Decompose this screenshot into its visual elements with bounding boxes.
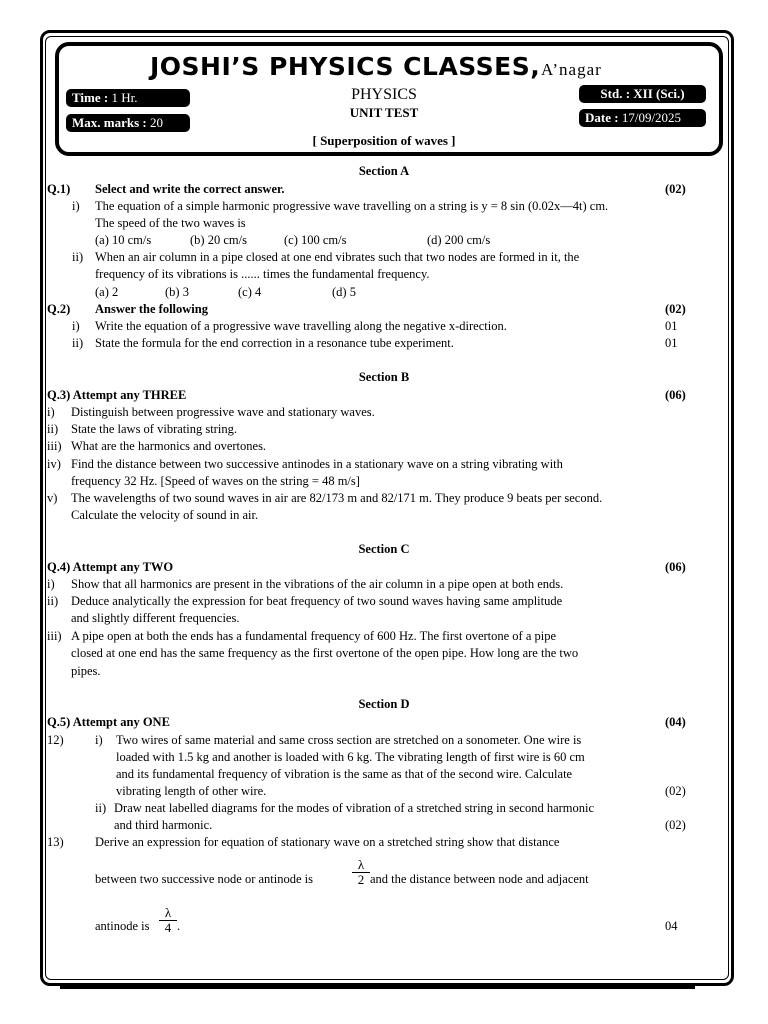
section-d-title: Section D <box>358 697 410 711</box>
fraction-denominator: 2 <box>352 872 370 887</box>
q12-i-line4: vibrating length of other wire. <box>116 784 267 798</box>
q1-ii-option-d: (d) 5 <box>332 285 356 299</box>
q12-i-marks: (02) <box>665 784 686 798</box>
q4-ii-line2: and slightly different frequencies. <box>71 611 240 625</box>
section-a-title: Section A <box>358 164 410 178</box>
section-c-title: Section C <box>358 542 410 556</box>
q3-iv-number: iv) <box>47 457 61 471</box>
q3-iii-number: iii) <box>47 439 62 453</box>
bottom-rule <box>60 984 695 989</box>
std-badge: Std. : XII (Sci.) <box>579 85 706 103</box>
q2-i-marks: 01 <box>665 319 678 333</box>
q13-number: 13) <box>47 835 64 849</box>
q12-ii-marks: (02) <box>665 818 686 832</box>
q4-ii-line1: Deduce analytically the expression for beat frequency of two sound waves having same amplitude <box>71 594 563 608</box>
q1-ii-option-c: (c) 4 <box>238 285 262 299</box>
date-value: 17/09/2025 <box>621 110 682 125</box>
q1-text: Select and write the correct answer. <box>95 182 285 196</box>
q4-heading: Q.4) Attempt any TWO <box>47 560 174 574</box>
q1-i-number: i) <box>72 199 80 213</box>
test-type: UNIT TEST <box>349 105 419 120</box>
q1-i-option-d: (d) 200 cm/s <box>427 233 491 247</box>
q1-ii-line1: When an air column in a pipe closed at one end vibrates such that two nodes are formed in it, the <box>95 250 580 264</box>
q2-number: Q.2) <box>47 302 71 316</box>
q4-marks: (06) <box>665 560 686 574</box>
q1-i-line1: The equation of a simple harmonic progressive wave travelling on a string is y = 8 sin (0.02x—4t) cm. <box>95 199 609 213</box>
institute-name: JOSHI’S PHYSICS CLASSES, <box>150 52 541 81</box>
q13-line2-start: between two successive node or antinode is <box>95 872 313 886</box>
q3-v-line2: Calculate the velocity of sound in air. <box>71 508 259 522</box>
q3-iv-line1: Find the distance between two successive antinodes in a stationary wave on a string vibrating with <box>71 457 563 471</box>
fraction-numerator: λ <box>357 857 365 872</box>
q13-line3-start: antinode is <box>95 919 150 933</box>
section-b-title: Section B <box>358 370 410 384</box>
q13-line2-end: and the distance between node and adjacent <box>370 872 589 886</box>
q2-i-number: i) <box>72 319 80 333</box>
q4-ii-number: ii) <box>47 594 59 608</box>
q2-marks: (02) <box>665 302 686 316</box>
q3-v-line1: The wavelengths of two sound waves in air are 82/173 m and 82/171 m. They produce 9 beats per second. <box>71 491 603 505</box>
q12-i-number: i) <box>95 733 103 747</box>
q4-iii-line2: closed at one end has the same frequency as the first overtone of the open pipe. How long are the two <box>71 646 579 660</box>
marks-value: 20 <box>150 115 163 130</box>
q12-i-line3: and its fundamental frequency of vibration is the same as that of the second wire. Calculate <box>116 767 573 781</box>
q12-i-line1: Two wires of same material and same cross section are stretched on a sonometer. One wire is <box>116 733 582 747</box>
q3-ii-number: ii) <box>47 422 59 436</box>
q4-i-number: i) <box>47 577 55 591</box>
q1-ii-option-b: (b) 3 <box>165 285 189 299</box>
q3-marks: (06) <box>665 388 686 402</box>
time-label: Time : <box>72 90 109 105</box>
q2-ii-number: ii) <box>72 336 84 350</box>
q12-i-line2: loaded with 1.5 kg and another is loaded with 6 kg. The vibrating length of first wire is 60 cm <box>116 750 585 764</box>
q1-i-option-b: (b) 20 cm/s <box>190 233 247 247</box>
date-label: Date : <box>585 110 619 125</box>
fraction-denominator: 4 <box>159 920 177 935</box>
q12-ii-line2: and third harmonic. <box>114 818 213 832</box>
q4-iii-line1: A pipe open at both the ends has a fundamental frequency of 600 Hz. The first overtone of a pipe <box>71 629 557 643</box>
fraction-lambda-2 <box>352 858 370 887</box>
q3-iv-line2: frequency 32 Hz. [Speed of waves on the string = 48 m/s] <box>71 474 360 488</box>
q1-ii-option-a: (a) 2 <box>95 285 119 299</box>
q2-ii-text: State the formula for the end correction in a resonance tube experiment. <box>95 336 454 350</box>
q4-iii-number: iii) <box>47 629 62 643</box>
fraction-numerator: λ <box>164 905 172 920</box>
q3-i-line1: Distinguish between progressive wave and stationary waves. <box>71 405 375 419</box>
q1-number: Q.1) <box>47 182 71 196</box>
q3-ii-line1: State the laws of vibrating string. <box>71 422 237 436</box>
q5-marks: (04) <box>665 715 686 729</box>
q12-number: 12) <box>47 733 64 747</box>
q3-heading: Q.3) Attempt any THREE <box>47 388 187 402</box>
topic: [ Superposition of waves ] <box>312 133 456 148</box>
q3-iii-line1: What are the harmonics and overtones. <box>71 439 267 453</box>
q13-line1: Derive an expression for equation of stationary wave on a stretched string show that distance <box>95 835 560 849</box>
q2-text: Answer the following <box>95 302 208 316</box>
marks-label: Max. marks : <box>72 115 147 130</box>
q1-i-option-c: (c) 100 cm/s <box>284 233 347 247</box>
q2-i-text: Write the equation of a progressive wave travelling along the negative x-direction. <box>95 319 507 333</box>
subject: PHYSICS <box>351 86 417 103</box>
q4-iii-line3: pipes. <box>71 664 101 678</box>
q13-marks: 04 <box>665 919 678 933</box>
q4-i-line1: Show that all harmonics are present in the vibrations of the air column in a pipe open at both ends. <box>71 577 564 591</box>
q5-heading: Q.5) Attempt any ONE <box>47 715 170 729</box>
q3-v-number: v) <box>47 491 58 505</box>
q1-ii-line2: frequency of its vibrations is ...... times the fundamental frequency. <box>95 267 430 281</box>
q12-ii-line1: Draw neat labelled diagrams for the modes of vibration of a stretched string in second harmonic <box>114 801 595 815</box>
q2-ii-marks: 01 <box>665 336 678 350</box>
institute-location: A’nagar <box>541 60 602 79</box>
q1-i-line2: The speed of the two waves is <box>95 216 246 230</box>
q13-line3-end: . <box>177 919 181 933</box>
q1-i-option-a: (a) 10 cm/s <box>95 233 152 247</box>
q1-marks: (02) <box>665 182 686 196</box>
q12-ii-number: ii) <box>95 801 107 815</box>
q3-i-number: i) <box>47 405 55 419</box>
q1-ii-number: ii) <box>72 250 84 264</box>
time-value: 1 Hr. <box>111 90 138 105</box>
fraction-lambda-4 <box>159 906 177 935</box>
